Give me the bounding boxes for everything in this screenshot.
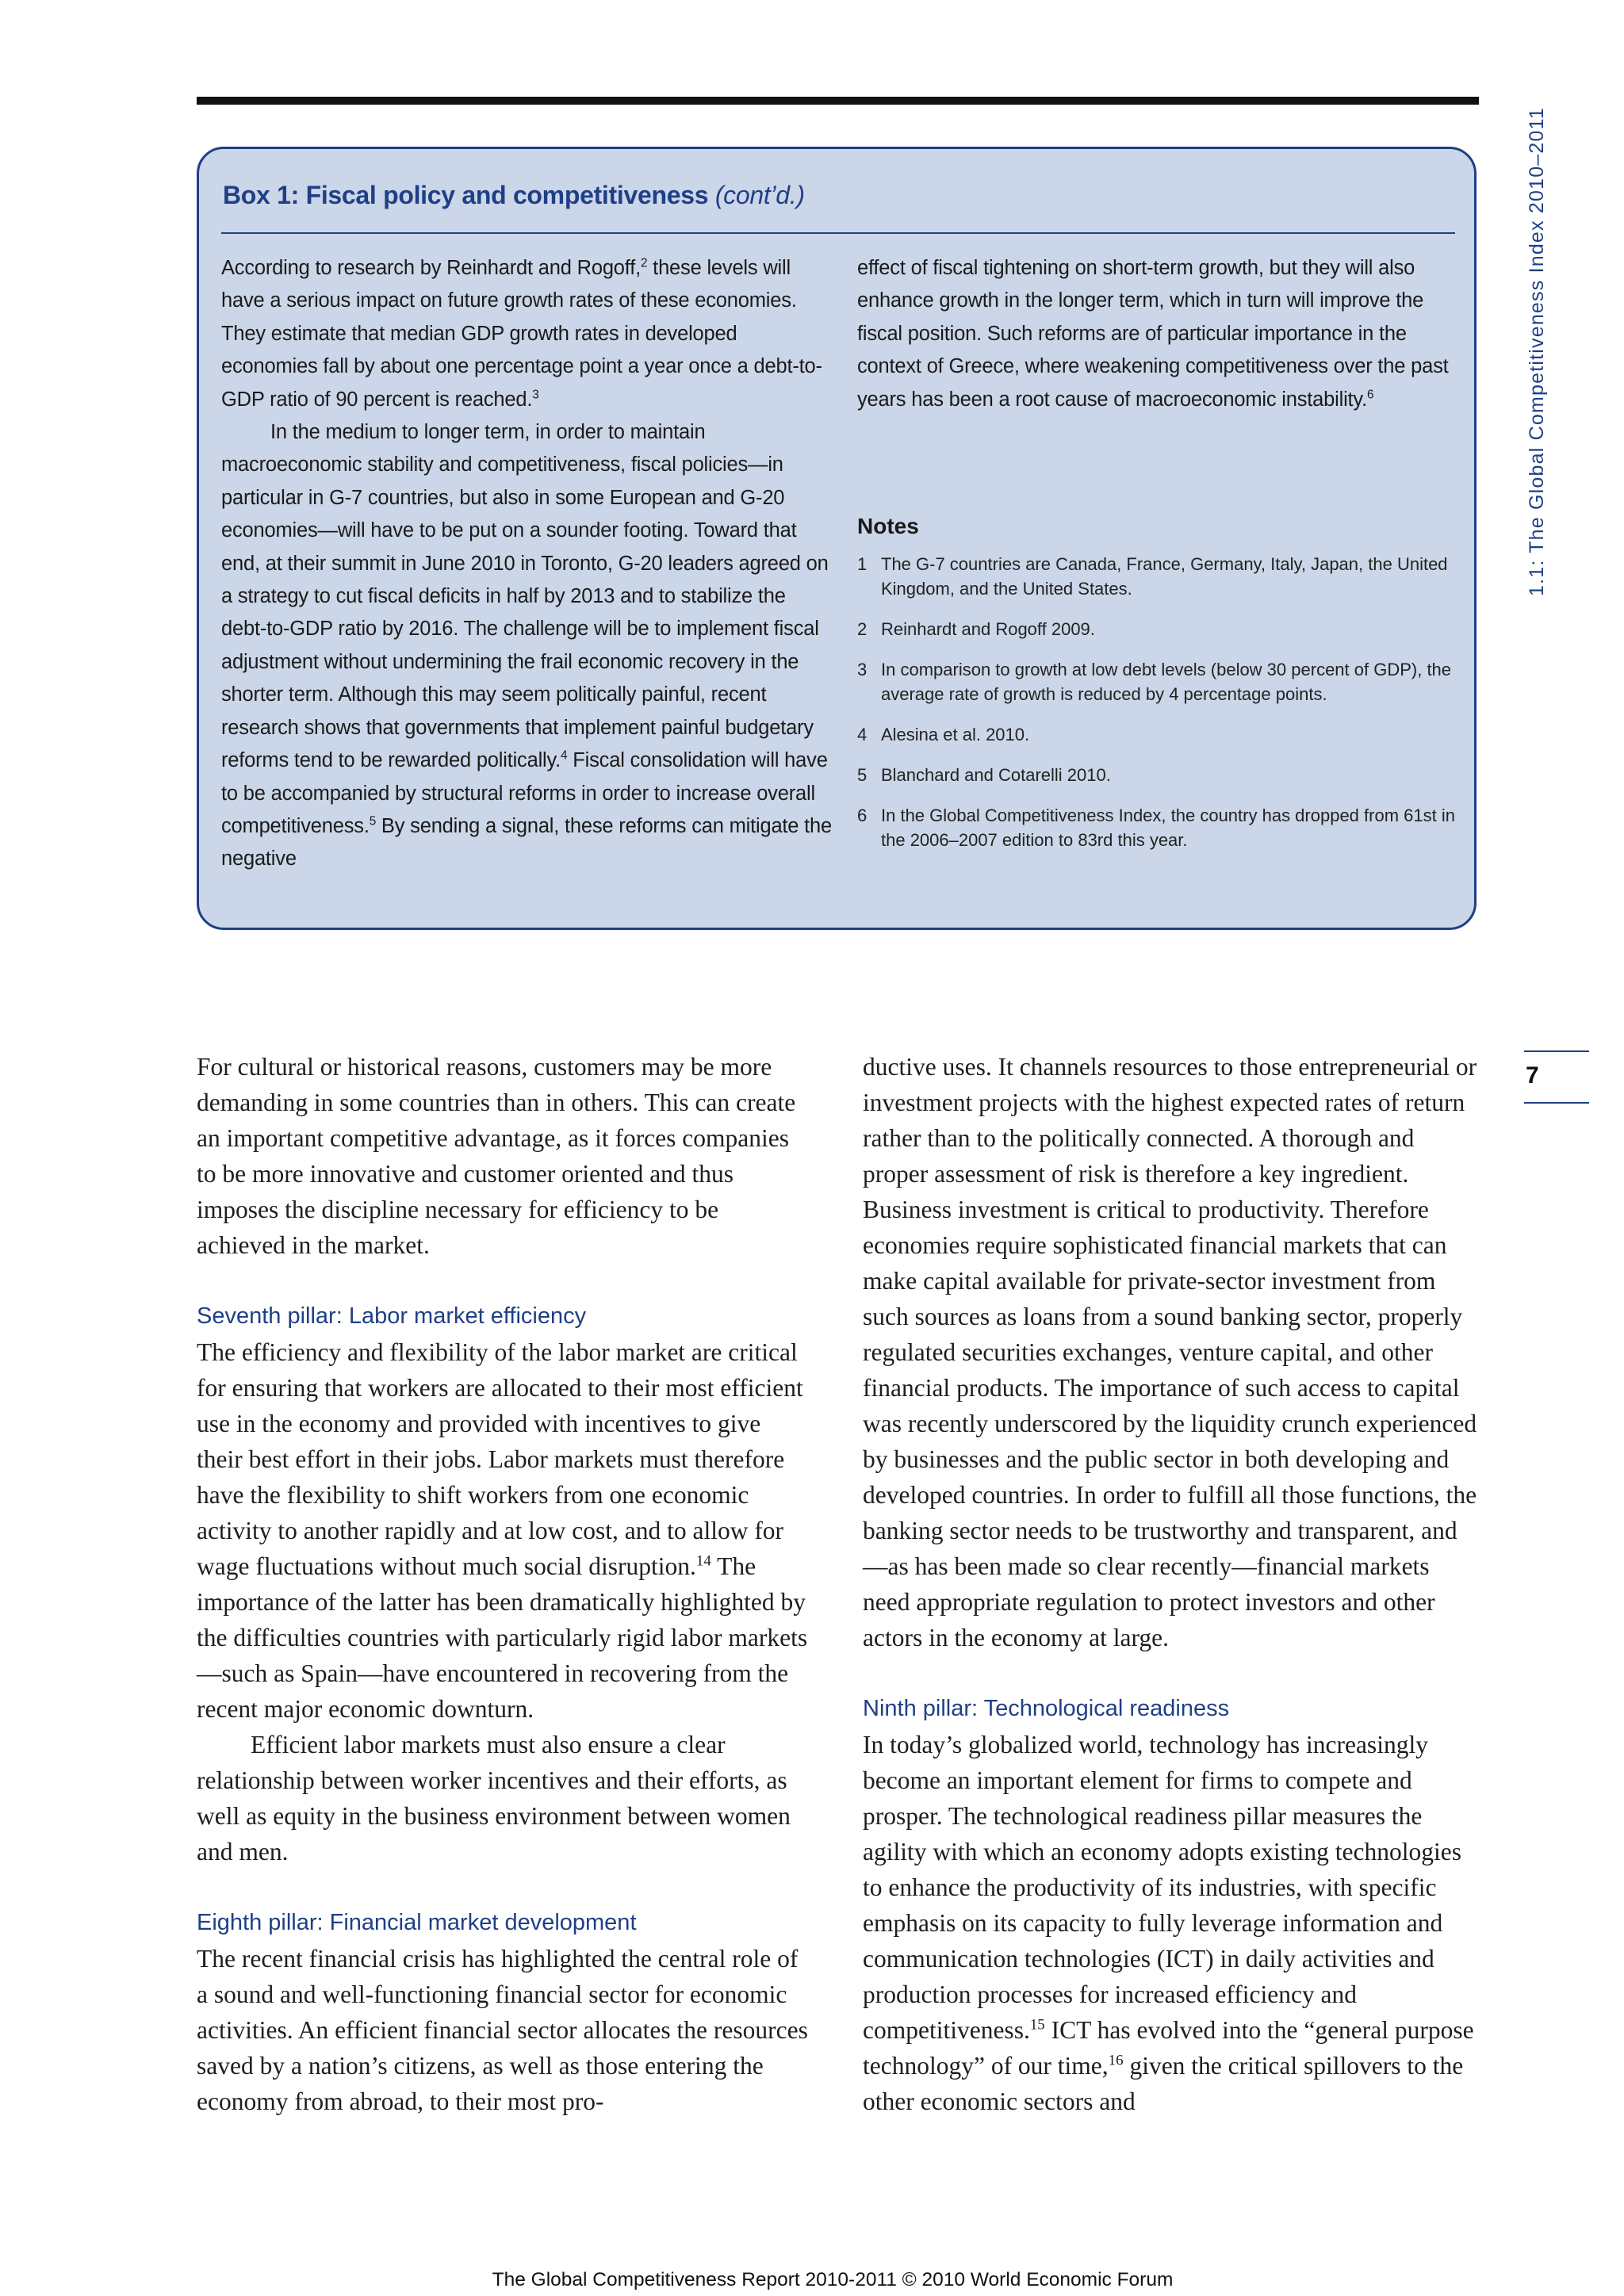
box-paragraph: [221, 416, 836, 876]
box-text: effect of fiscal tightening on short-term growth, but they will also enhance growth in the longer term, which in turn will improve the fiscal position. Such reforms are of particular importance in the context of Greece, where weakening competitiveness over the past years has been a root cause of macroeconomic instability.: [857, 257, 1449, 411]
box-left-column: [221, 252, 836, 876]
note-item: [857, 552, 1460, 601]
box-title-rule: [221, 232, 1455, 234]
box-text: In the medium to longer term, in order to maintain macroeconomic stability and competitiveness, fiscal policies—in particular in G-7 countries, but also in some European and G-20 economies—will have to be put on a sounder footing. Toward that end, at their summit in June 2010 in Toronto, G-20 leaders agreed on a strategy to cut fiscal deficits in half by 2013 and to stabilize the debt-to-GDP ratio by 2016. The challenge will be to implement fiscal adjustment without undermining the frail economic recovery in the shorter term. Although this may seem politically painful, recent research shows that governments that implement painful budgetary reforms tend to be rewarded politically.: [221, 421, 829, 772]
footnote-ref: 4: [561, 748, 568, 763]
heading-seventh-pillar: Seventh pillar: Labor market efficiency: [197, 1303, 587, 1329]
box-title-text: Box 1: Fiscal policy and competitiveness: [223, 181, 709, 209]
note-number: 5: [857, 765, 868, 785]
body-paragraph: [863, 1727, 1477, 2119]
footnote-ref: 3: [532, 388, 539, 402]
box-fiscal-policy: [197, 147, 1477, 930]
page-number: 7: [1526, 1062, 1539, 1089]
body-text: In today’s globalized world, technology has increasingly become an important element for firms to compete and prosper. The technological readiness pillar measures the agility with which an economy adopts existing technologies to enhance the productivity of its industries, with specific emphasis on its capacity to fully leverage information and communication technologies (ICT) in daily activities and production processes for increased efficiency and competitiveness.: [863, 1731, 1461, 2044]
body-paragraph: [197, 1334, 811, 1727]
footnote-ref: 2: [640, 256, 648, 270]
box-right-column: [857, 252, 1468, 416]
body-text: The importance of the latter has been dramatically highlighted by the difficulties countries with particularly rigid labor markets—such as Spain—have encountered in recovering from the recent major economic downturn.: [197, 1552, 808, 1723]
note-item: [857, 617, 1460, 641]
paragraph-gap: [197, 1869, 811, 1905]
note-item: [857, 763, 1460, 787]
note-item: [857, 657, 1460, 706]
body-text: The efficiency and flexibility of the labor market are critical for ensuring that workers are allocated to their most efficient use in the economy and provided with incentives to give their best effort in their jobs. Labor markets must therefore have the flexibility to shift workers from one economic activity to another rapidly and at low cost, and to allow for wage fluctuations without much social disruption.: [197, 1338, 803, 1580]
page-number-rule-top: [1524, 1050, 1589, 1052]
body-text: ICT has evolved into the “general purpose technology” of our time,: [863, 2016, 1474, 2080]
footnote-ref: 5: [369, 814, 377, 828]
heading-eighth-pillar: Eighth pillar: Financial market development: [197, 1910, 637, 1935]
box-title: [223, 181, 805, 210]
footnote-ref: 16: [1108, 2052, 1124, 2069]
main-right-column: [863, 1049, 1477, 2119]
footnote-ref: 14: [695, 1552, 711, 1570]
body-paragraph: For cultural or historical reasons, customers may be more demanding in some countries than in others. This can create an important competitive advantage, as it forces companies to be more innovative and customer oriented and thus imposes the discipline necessary for efficiency to be achieved in the market.: [197, 1053, 796, 1259]
heading-ninth-pillar: Ninth pillar: Technological readiness: [863, 1696, 1230, 1721]
notes-list: [857, 552, 1460, 868]
note-text: In comparison to growth at low debt levels (below 30 percent of GDP), the average rate of growth is reduced by 4 percentage points.: [881, 660, 1452, 704]
note-text: In the Global Competitiveness Index, the country has dropped from 61st in the 2006–2007 edition to 83rd this year.: [881, 806, 1455, 850]
note-number: 4: [857, 725, 868, 744]
footnote-ref: 15: [1029, 2016, 1045, 2034]
paragraph-gap: [863, 1655, 1477, 1691]
note-text: Reinhardt and Rogoff 2009.: [881, 619, 1095, 639]
body-paragraph: ductive uses. It channels resources to those entrepreneurial or investment projects with the highest expected rates of return rather than to the politically connected. A thorough and proper assessment of risk is therefore a key ingredient. Business investment is critical to productivity. Therefore economies require sophisticated financial markets that can make capital available for private-sector investment from such sources as loans from a sound banking sector, properly regulated securities exchanges, venture capital, and other financial products. The importance of such access to capital was recently underscored by the liquidity crunch experienced by businesses and the public sector in both developing and developed countries. In order to fulfill all those functions, the banking sector needs to be trustworthy and transparent, and—as has been made so clear recently—financial markets need appropriate regulation to protect investors and other actors in the economy at large.: [863, 1053, 1477, 1651]
note-number: 1: [857, 554, 868, 574]
box-text: these levels will have a serious impact on future growth rates of these economies. They estimate that median GDP growth rates in developed economies fall by about one percentage point a year once a debt-to-GDP ratio of 90 percent is reached.: [221, 257, 822, 411]
page-number-rule-bottom: [1524, 1102, 1589, 1104]
box-text: According to research by Reinhardt and Rogoff,: [221, 257, 641, 279]
note-item: [857, 803, 1460, 852]
box-title-suffix: (cont’d.): [714, 181, 805, 209]
note-text: Alesina et al. 2010.: [881, 725, 1030, 744]
box-paragraph: [857, 252, 1468, 416]
note-number: 3: [857, 660, 868, 679]
page-footer: The Global Competitiveness Report 2010-2011 © 2010 World Economic Forum: [492, 2269, 1174, 2290]
notes-heading: Notes: [857, 514, 919, 538]
note-text: The G-7 countries are Canada, France, Germany, Italy, Japan, the United Kingdom, and the United States.: [881, 554, 1448, 599]
body-paragraph: The recent financial crisis has highlighted the central role of a sound and well-functioning financial sector for economic activities. An efficient financial sector allocates the resources saved by a nation’s citizens, as well as those entering the economy from abroad, to their most pro-: [197, 1945, 808, 2115]
running-header: 1.1: The Global Competitiveness Index 2010–2011: [1526, 107, 1548, 596]
main-left-column: [197, 1049, 811, 2119]
body-paragraph: Efficient labor markets must also ensure a clear relationship between worker incentives and their efforts, as well as equity in the business environment between women and men.: [197, 1731, 791, 1866]
top-rule: [197, 97, 1479, 105]
note-item: [857, 722, 1460, 747]
note-number: 6: [857, 806, 868, 825]
box-text: By sending a signal, these reforms can mitigate the negative: [221, 814, 833, 871]
box-paragraph: [221, 252, 836, 416]
note-number: 2: [857, 619, 868, 639]
box-text: Fiscal consolidation will have to be accompanied by structural reforms in order to increase overall competitiveness.: [221, 749, 828, 837]
paragraph-gap: [197, 1263, 811, 1299]
note-text: Blanchard and Cotarelli 2010.: [881, 765, 1111, 785]
footnote-ref: 6: [1366, 388, 1374, 402]
body-text: given the critical spillovers to the other economic sectors and: [863, 2052, 1464, 2115]
